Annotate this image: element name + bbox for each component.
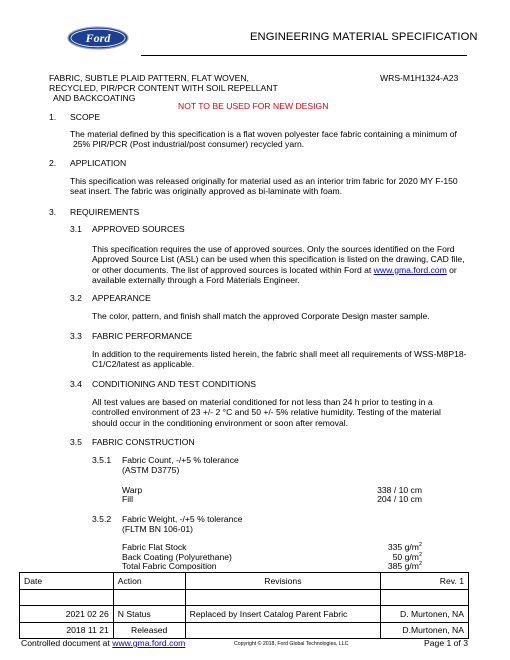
subsection-heading-conditioning: CONDITIONING AND TEST CONDITIONS: [92, 379, 256, 389]
fabric-count-label: Fill: [122, 494, 133, 504]
scope-text: The material defined by this specification is a flat woven polyester face fabric containing a minimum of 25% PIR/PCR (Post industrial/post consumer) recycled yarn.: [70, 129, 457, 150]
spec-number: WRS-M1H1324-A23: [380, 73, 459, 83]
controlled-document-note: Controlled document at www.gma.ford.com: [21, 638, 186, 648]
fabric-count-value: 204 / 10 cm: [377, 494, 422, 504]
fabric-count-value: 338 / 10 cm: [377, 485, 422, 495]
subsection-number: 3.4: [70, 379, 82, 389]
fabric-weight-label: Fabric Flat Stock: [122, 542, 187, 552]
spec-title: FABRIC, SUBTLE PLAID PATTERN, FLAT WOVEN, RECYCLED, PIR/PCR CONTENT WITH SOIL REPELLANT AND BACKCOATING: [49, 73, 278, 103]
section-heading-requirements: REQUIREMENTS: [70, 207, 140, 217]
subsection-number: 3.5: [70, 437, 82, 447]
section-number: 2.: [49, 158, 57, 168]
subsection-heading-fabric-construction: FABRIC CONSTRUCTION: [92, 437, 195, 447]
table-row: [20, 606, 469, 623]
doc-type-title: ENGINEERING MATERIAL SPECIFICATION: [250, 31, 478, 43]
revision-description: [185, 622, 380, 639]
revision-table: [19, 572, 469, 639]
subsection-heading-appearance: APPEARANCE: [92, 293, 151, 303]
section-heading-scope: SCOPE: [70, 112, 101, 122]
footer-gma-link[interactable]: www.gma.ford.com: [112, 638, 186, 648]
revision-header-rev: Rev. 1: [381, 573, 469, 590]
fabric-weight-value: 50 $g/m^2$: [392, 552, 422, 562]
conditioning-text: All test values are based on material conditioned for not less than 24 h prior to testing in a controlled environment of 23 +/- 2 °C and 50 +/- 5% relative humidity. Testing of the material should occur in the conditioning environment or soon after removal.: [92, 397, 441, 428]
table-row: [20, 622, 469, 639]
fabric-count-heading: Fabric Count, -/+5 % tolerance (ASTM D3775): [122, 455, 239, 476]
revision-date: 2018 11 21: [20, 622, 114, 639]
approved-sources-text: This specification requires the use of approved sources. Only the sources identified on the Ford Approved Source List (ASL) can be used when this specification is listed on the drawing, CAD file, or other documents. The list of approved sources is located within Ford at www.gma.ford.com or available externally through a Ford Materials Engineer.: [92, 244, 465, 285]
fabric-count-label: Warp: [122, 485, 143, 495]
appearance-text: The color, pattern, and finish shall match the approved Corporate Design master sample.: [92, 311, 430, 321]
revision-header-date: Date: [20, 573, 114, 590]
section-number: 3.: [49, 207, 57, 217]
ford-logo-text: Ford: [85, 31, 111, 45]
subsection-heading-fabric-performance: FABRIC PERFORMANCE: [92, 331, 193, 341]
header-rule: [141, 55, 467, 56]
subsection-number: 3.3: [70, 331, 82, 341]
fabric-weight-heading: Fabric Weight, -/+5 % tolerance (FLTM BN 106-01): [122, 514, 243, 535]
subsection-number: 3.2: [70, 293, 82, 303]
copyright-text: Copyright © 2018, Ford Global Technologies, LLC: [234, 641, 349, 647]
revision-author: D. Murtonen, NA: [381, 606, 469, 623]
section-number: 1.: [49, 112, 57, 122]
fabric-weight-value: 335 $g/m^2$: [387, 542, 422, 552]
not-for-new-design-notice: NOT TO BE USED FOR NEW DESIGN: [178, 101, 329, 111]
revision-action: Released: [113, 622, 185, 639]
application-text: This specification was released originally for material used as an interior trim fabric for 2020 MY F-150 seat insert. The fabric was originally approved as bi-laminate with foam.: [70, 176, 458, 197]
subsection-number: 3.5.2: [92, 514, 112, 524]
revision-header-row: [20, 573, 469, 590]
subsection-number: 3.1: [70, 224, 82, 234]
fabric-weight-value: 385 $g/m^2$: [387, 561, 422, 571]
fabric-weight-label: Back Coating (Polyurethane): [122, 552, 232, 562]
revision-header-revisions: Revisions: [185, 573, 380, 590]
fabric-performance-text: In addition to the requirements listed herein, the fabric shall meet all requirements of WSS-M8P18- C1/C2/latest as applicable.: [92, 349, 467, 370]
revision-action: N Status: [113, 606, 185, 623]
revision-date: 2021 02 26: [20, 606, 114, 623]
page-number: Page 1 of 3: [424, 638, 468, 648]
subsection-heading-approved-sources: APPROVED SOURCES: [92, 224, 185, 234]
revision-description: Replaced by Insert Catalog Parent Fabric: [185, 606, 380, 623]
fabric-weight-label: Total Fabric Composition: [122, 561, 217, 571]
ford-logo: [67, 26, 129, 50]
revision-blank-row: [20, 589, 469, 606]
revision-author: D.Murtonen, NA: [381, 622, 469, 639]
subsection-number: 3.5.1: [92, 455, 112, 465]
revision-header-action: Action: [113, 573, 185, 590]
gma-ford-link[interactable]: www.gma.ford.com: [373, 264, 447, 275]
section-heading-application: APPLICATION: [70, 158, 127, 168]
